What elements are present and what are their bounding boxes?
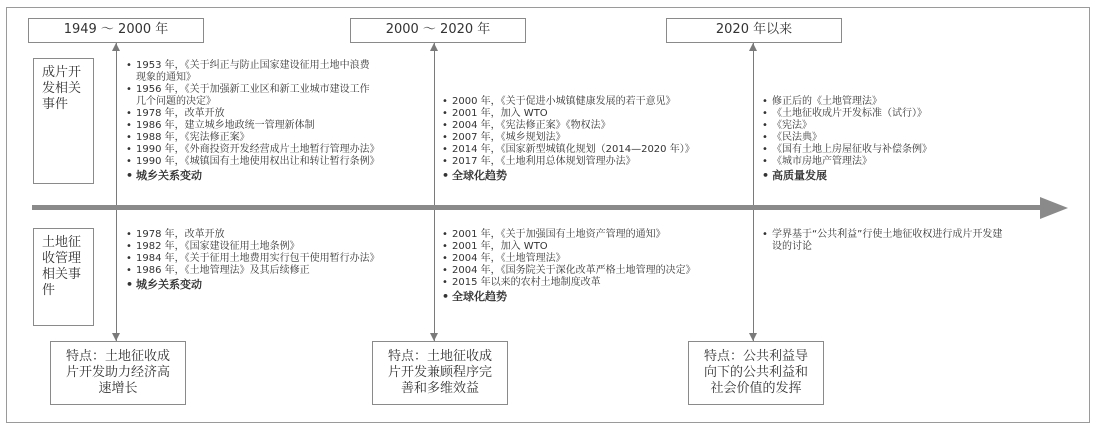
event-item: • 《民法典》 bbox=[762, 132, 1082, 144]
event-item: • 1986 年，建立城乡地政统一管理新体制 bbox=[126, 120, 426, 132]
event-item: • 《土地征收成片开发标准（试行）》 bbox=[762, 108, 1082, 120]
feature-box-period-1: 特点：土地征收成 片开发助力经济高 速增长 bbox=[50, 341, 186, 405]
bottom-events-period-2 bbox=[442, 229, 742, 304]
period-line-3 bbox=[753, 43, 754, 341]
event-item: • 2001 年，加入 WTO bbox=[442, 241, 742, 253]
event-item: • 1953 年，《关于纠正与防止国家建设征用土地中浪费 现象的通知》 bbox=[126, 60, 426, 84]
event-item: • 2014 年，《国家新型城镇化规划（2014—2020 年）》 bbox=[442, 144, 742, 156]
top-events-period-1 bbox=[126, 60, 426, 183]
event-item: • 2004 年，《宪法修正案》《物权法》 bbox=[442, 120, 742, 132]
event-item: • 2004 年，《土地管理法》 bbox=[442, 253, 742, 265]
event-item: • 1990 年，《城镇国有土地使用权出让和转让暂行条例》 bbox=[126, 156, 426, 168]
period-line-1 bbox=[116, 43, 117, 341]
event-item: • 1982 年，《国家建设征用土地条例》 bbox=[126, 241, 426, 253]
event-item: • 2001 年，《关于加强国有土地资产管理的通知》 bbox=[442, 229, 742, 241]
period-header-2000-2020: 2000 ～ 2020 年 bbox=[350, 18, 526, 43]
timeline-axis bbox=[32, 205, 1042, 210]
period-line-1-arrow-down bbox=[112, 333, 120, 341]
event-item: • 2015 年以来的农村土地制度改革 bbox=[442, 277, 742, 289]
event-item: • 2001 年，加入 WTO bbox=[442, 108, 742, 120]
feature-box-period-2: 特点：土地征收成 片开发兼顾程序完 善和多维效益 bbox=[372, 341, 508, 405]
row-label-development-events: 成片开 发相关 事件 bbox=[33, 58, 94, 184]
top-events-period-3 bbox=[762, 96, 1082, 183]
bottom-events-period-1 bbox=[126, 229, 426, 292]
period-line-2-arrow-up bbox=[430, 43, 438, 51]
event-item: • 全球化趋势 bbox=[442, 289, 742, 304]
event-item: • 《宪法》 bbox=[762, 120, 1082, 132]
top-events-period-2 bbox=[442, 96, 742, 183]
event-item: • 全球化趋势 bbox=[442, 168, 742, 183]
period-line-3-arrow-down bbox=[749, 333, 757, 341]
event-item: • 1978 年，改革开放 bbox=[126, 108, 426, 120]
event-item: • 2000 年，《关于促进小城镇健康发展的若干意见》 bbox=[442, 96, 742, 108]
event-item: • 1956 年，《关于加强新工业区和新工业城市建设工作 几个问题的决定》 bbox=[126, 84, 426, 108]
event-item: • 2007 年，《城乡规划法》 bbox=[442, 132, 742, 144]
period-line-2-arrow-down bbox=[430, 333, 438, 341]
timeline-axis-arrowhead bbox=[1040, 197, 1068, 219]
event-item: • 城乡关系变动 bbox=[126, 277, 426, 292]
event-item: • 1978 年，改革开放 bbox=[126, 229, 426, 241]
event-item: • 《城市房地产管理法》 bbox=[762, 156, 1082, 168]
event-item: • 高质量发展 bbox=[762, 168, 1082, 183]
period-line-2 bbox=[434, 43, 435, 341]
period-header-2020-onward: 2020 年以来 bbox=[666, 18, 842, 43]
feature-box-period-3: 特点：公共利益导 向下的公共利益和 社会价值的发挥 bbox=[688, 341, 824, 405]
event-item: • 修正后的《土地管理法》 bbox=[762, 96, 1082, 108]
event-item: • 学界基于“公共利益”行使土地征收权进行成片开发建 设的讨论 bbox=[762, 229, 1082, 253]
period-line-1-arrow-up bbox=[112, 43, 120, 51]
bottom-events-period-3 bbox=[762, 229, 1082, 253]
event-item: • 2004 年，《国务院关于深化改革严格土地管理的决定》 bbox=[442, 265, 742, 277]
event-item: • 城乡关系变动 bbox=[126, 168, 426, 183]
period-header-1949-2000: 1949 ～ 2000 年 bbox=[28, 18, 204, 43]
event-item: • 2017 年，《土地利用总体规划管理办法》 bbox=[442, 156, 742, 168]
event-item: • 1986 年，《土地管理法》及其后续修正 bbox=[126, 265, 426, 277]
event-item: • 1984 年，《关于征用土地费用实行包干使用暂行办法》 bbox=[126, 253, 426, 265]
event-item: • 1988 年，《宪法修正案》 bbox=[126, 132, 426, 144]
event-item: • 1990 年，《外商投资开发经营成片土地暂行管理办法》 bbox=[126, 144, 426, 156]
period-line-3-arrow-up bbox=[749, 43, 757, 51]
row-label-expropriation-events: 土地征 收管理 相关事 件 bbox=[33, 228, 94, 326]
event-item: • 《国有土地上房屋征收与补偿条例》 bbox=[762, 144, 1082, 156]
